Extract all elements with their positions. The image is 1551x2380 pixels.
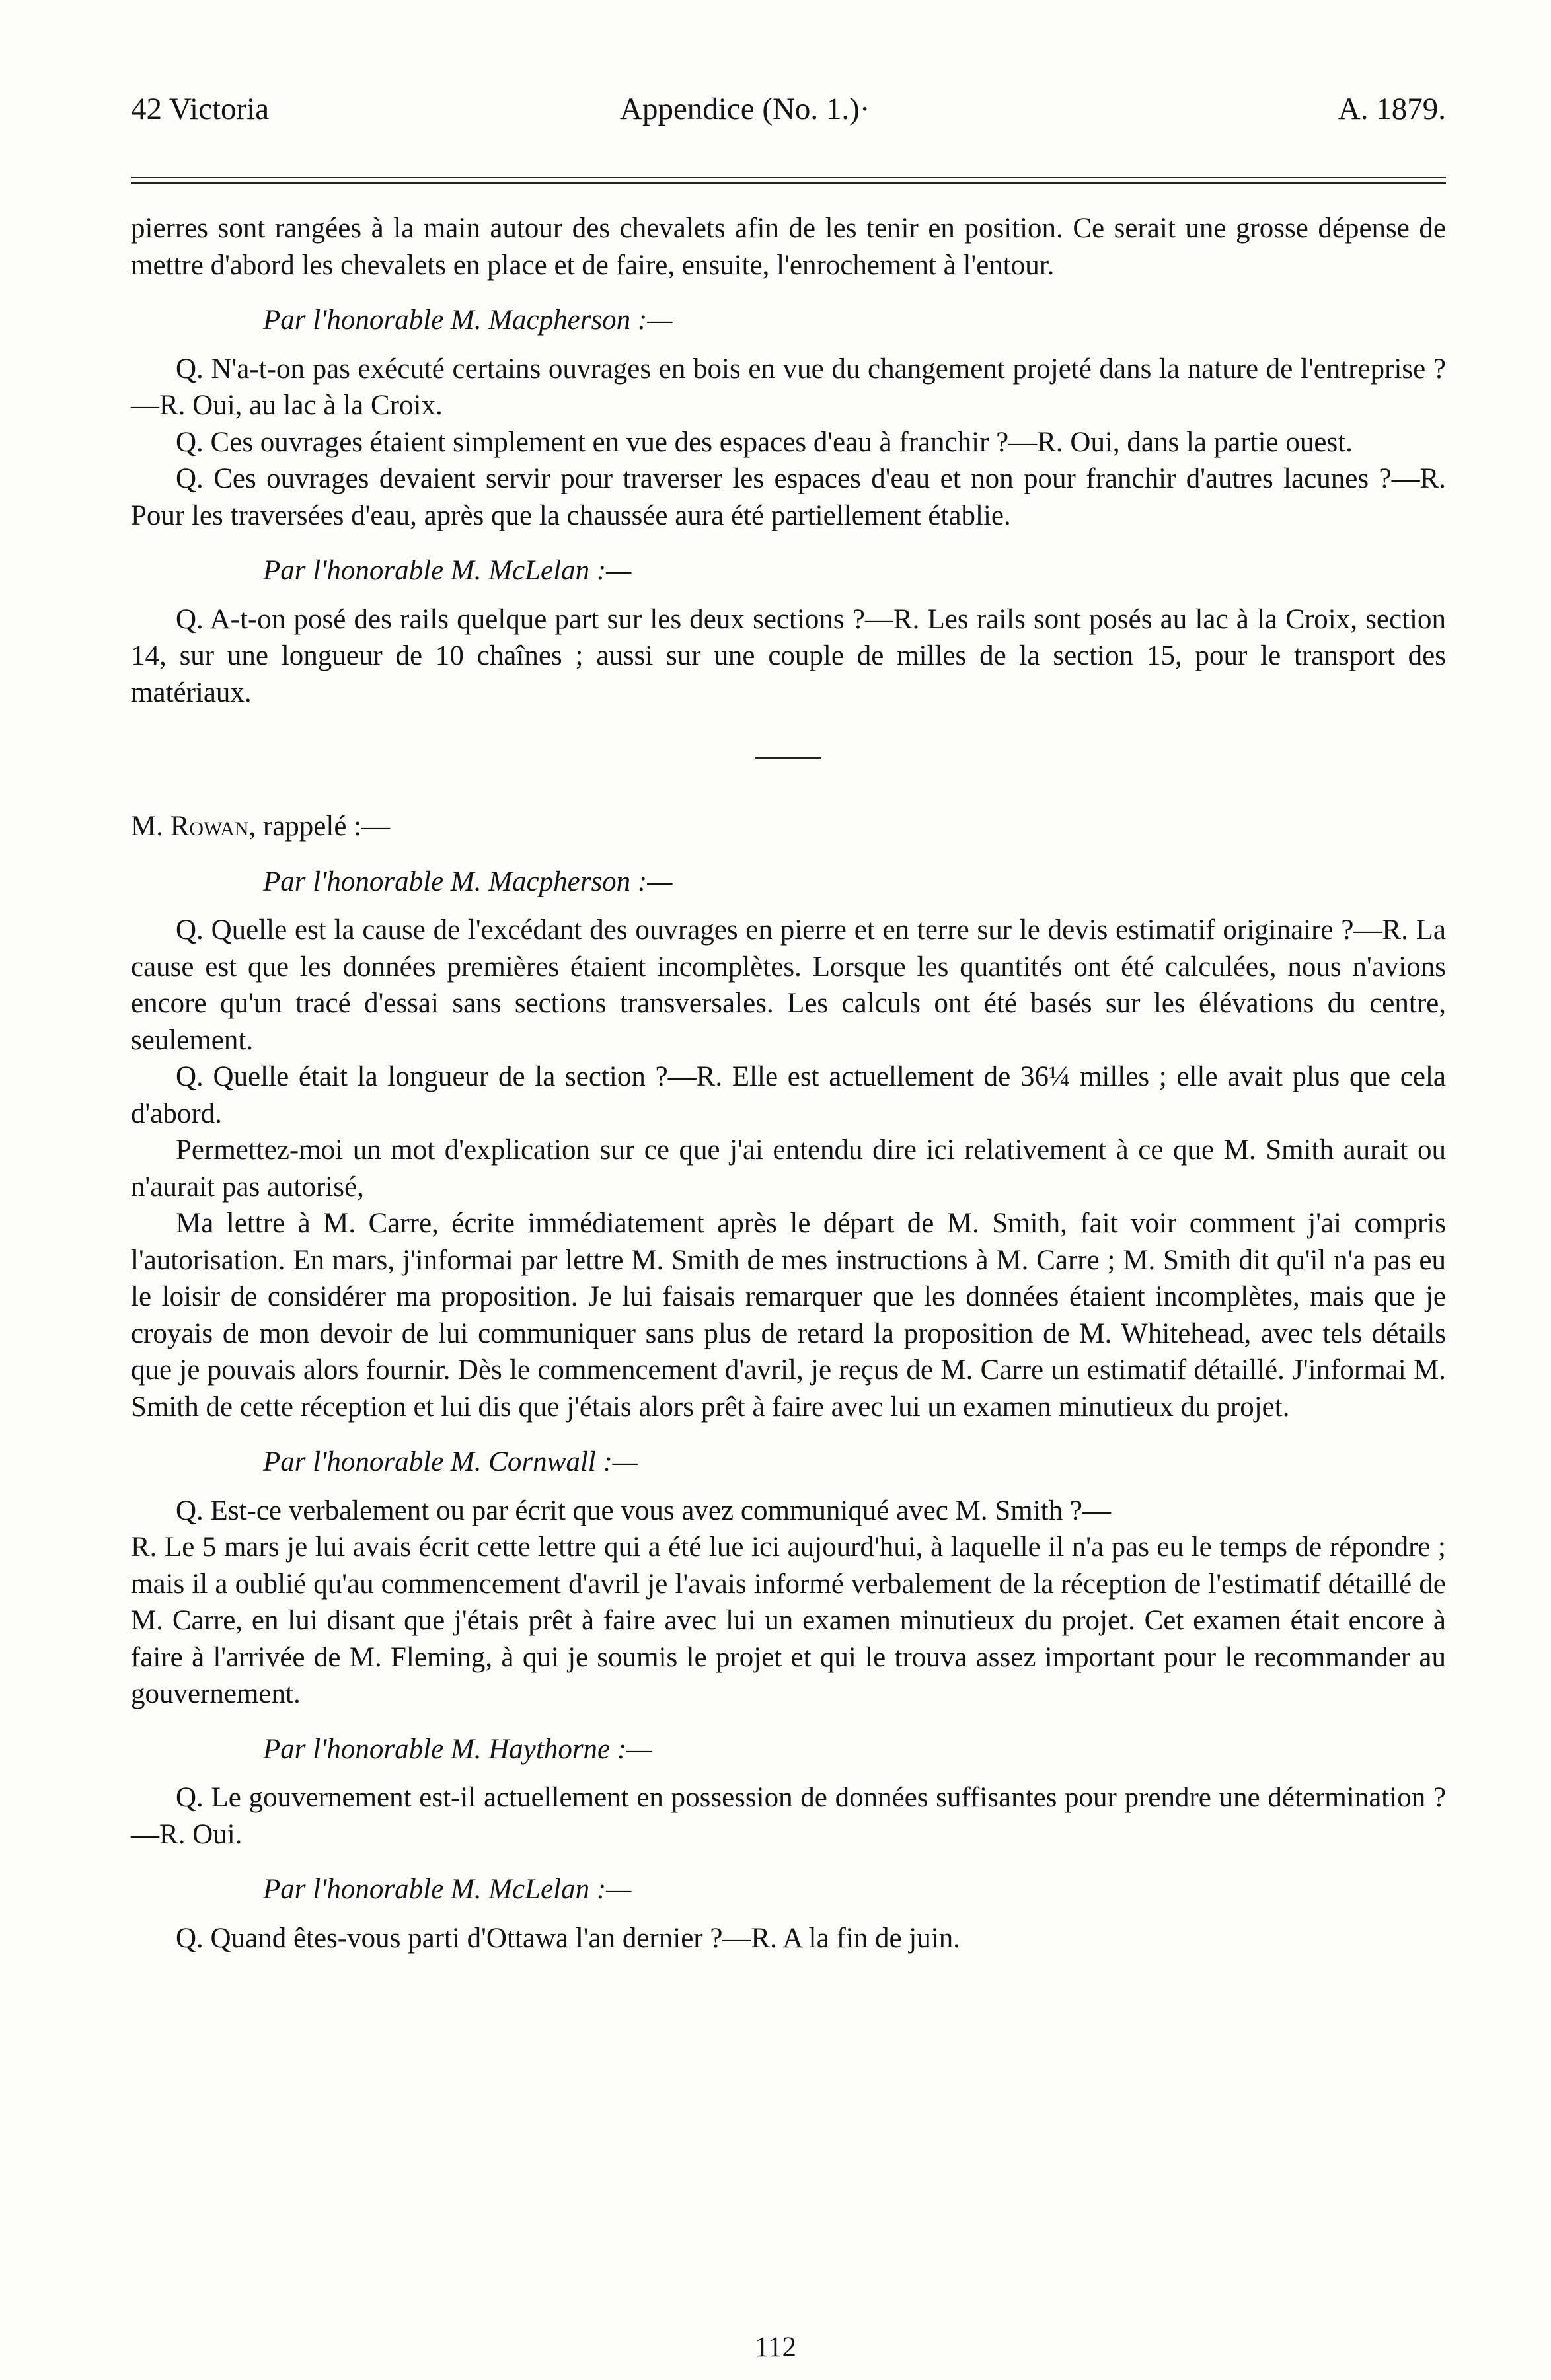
section-separator xyxy=(755,757,821,759)
header-rule-top xyxy=(131,177,1446,178)
speaker-heading: Par l'honorable M. McLelan :— xyxy=(263,1874,632,1905)
witness-heading xyxy=(131,808,1446,845)
page-body xyxy=(131,210,1446,1956)
header-appendix: Appendice (No. 1.)· xyxy=(620,92,870,126)
header-session: 42 Victoria xyxy=(131,92,270,126)
paragraph: Permettez-moi un mot d'explication sur ce que j'ai entendu dire ici relativement à ce que M. Smith aurait ou n'aurait pas autorisé, xyxy=(131,1134,1446,1203)
question-answer: Q. Ces ouvrages étaient simplement en vue des espaces d'eau à franchir ?—R. Oui, dans la partie ouest. xyxy=(176,426,1353,458)
question-answer: Q. Quand êtes-vous parti d'Ottawa l'an dernier ?—R. A la fin de juin. xyxy=(176,1922,960,1954)
question-answer: Q. Est-ce verbalement ou par écrit que vous avez communiqué avec M. Smith ?— xyxy=(176,1495,1111,1526)
witness-name: M. Rowan xyxy=(131,811,249,842)
running-header xyxy=(131,91,1446,137)
speaker-heading: Par l'honorable M. McLelan :— xyxy=(263,555,632,586)
header-rule-bottom xyxy=(131,182,1446,184)
speaker-heading: Par l'honorable M. Macpherson :— xyxy=(263,866,673,897)
paragraph-continued: pierres sont rangées à la main autour des chevalets afin de les tenir en position. Ce serait une grosse dépense de mettre d'abord les chevalets en place et de faire, ensuite, l'enrochement à l'entour. xyxy=(131,213,1446,281)
speaker-heading: Par l'honorable M. Cornwall :— xyxy=(263,1446,638,1477)
paragraph: Ma lettre à M. Carre, écrite immédiatement après le départ de M. Smith, fait voir comment j'ai compris l'autorisation. En mars, j'informai par lettre M. Smith de mes instructions à M. Carre ; M. Smith dit qu'il n'a pas eu le loisir de considérer ma proposition. Je lui faisais remarquer que les données étaient incomplètes, mais que je croyais de mon devoir de lui communiquer sans plus de retard la proposition de M. Whitehead, avec tels détails que je pouvais alors fournir. Dès le commencement d'avril, je reçus de M. Carre un estimatif détaillé. J'informai M. Smith de cette réception et lui dis que j'étais alors prêt à faire avec lui un examen minutieux du projet. xyxy=(131,1208,1446,1423)
question-answer: Q. A-t-on posé des rails quelque part sur les deux sections ?—R. Les rails sont posés au lac à la Croix, section 14, sur une longueur de 10 chaînes ; aussi sur une couple de milles de la section 15, pour le transport des matériaux. xyxy=(131,603,1446,708)
header-year: A. 1879. xyxy=(1338,92,1446,126)
question-answer: Q. Quelle est la cause de l'excédant des ouvrages en pierre et en terre sur le devis estimatif originaire ?—R. La cause est que les données premières étaient incomplètes. Lorsque les quantités ont été calculées, nous n'avions encore qu'un tracé d'essai sans sections transversales. Les calculs ont été basés sur les élévations du centre, seulement. xyxy=(131,914,1446,1056)
speaker-heading: Par l'honorable M. Macpherson :— xyxy=(263,305,673,336)
answer: R. Le 5 mars je lui avais écrit cette lettre qui a été lue ici aujourd'hui, à laquelle il n'a pas eu le temps de répondre ; mais il a oublié qu'au commencement d'avril je l'avais informé verbalement de la réception de l'estimatif détaillé de M. Carre, en lui disant que j'étais prêt à faire avec lui un examen minutieux du projet. Cet examen était encore à faire à l'arrivée de M. Fleming, à qui je soumis le projet et qui le trouva assez important pour le recommander au gouvernement. xyxy=(131,1532,1446,1709)
question-answer: Q. N'a-t-on pas exécuté certains ouvrages en bois en vue du changement projeté dans la nature de l'entreprise ?—R. Oui, au lac à la Croix. xyxy=(131,353,1446,421)
speaker-heading: Par l'honorable M. Haythorne :— xyxy=(263,1733,652,1765)
witness-recalled: , rappelé :— xyxy=(248,811,391,842)
page-number: 112 xyxy=(755,2332,796,2363)
question-answer: Q. Ces ouvrages devaient servir pour traverser les espaces d'eau et non pour franchir d'autres lacunes ?—R. Pour les traversées d'eau, après que la chaussée aura été partiellement établie. xyxy=(131,463,1446,531)
question-answer: Q. Quelle était la longueur de la section ?—R. Elle est actuellement de 36¼ milles ; elle avait plus que cela d'abord. xyxy=(131,1061,1446,1129)
question-answer: Q. Le gouvernement est-il actuellement en possession de données suffisantes pour prendre une détermination ?—R. Oui. xyxy=(131,1782,1446,1850)
